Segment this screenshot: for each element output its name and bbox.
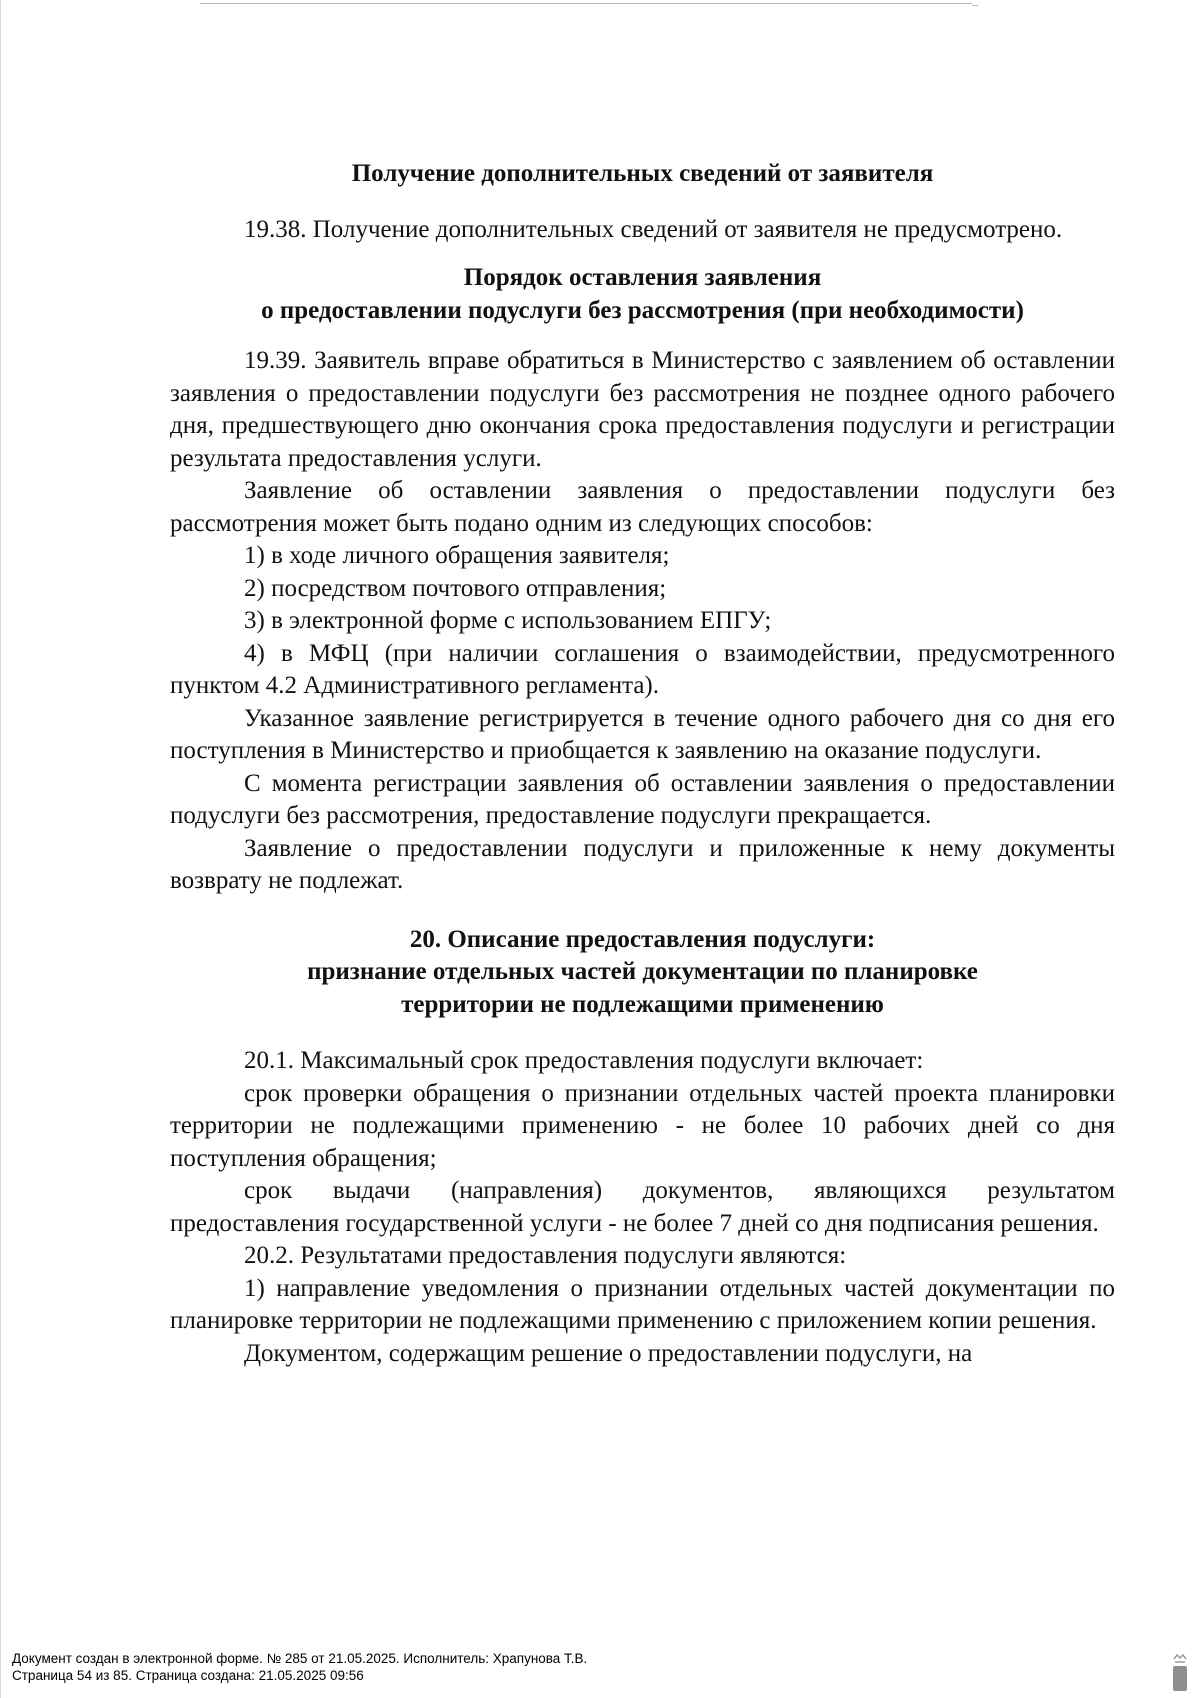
- paragraph-review-term: срок проверки обращения о признании отдельных частей проекта планировки территории не подлежащими применению - не более 10 рабочих дней со дня поступления обращения;: [170, 1079, 1115, 1172]
- paragraph-20-1: 20.1. Максимальный срок предоставления подуслуги включает:: [244, 1047, 924, 1074]
- top-scan-rule-end: [972, 5, 978, 6]
- paragraph-no-return: Заявление о предоставлении подуслуги и приложенные к нему документы возврату не подлежат.: [170, 834, 1115, 894]
- heading-line: Порядок оставления заявления: [463, 264, 822, 291]
- paragraph-19-38: 19.38. Получение дополнительных сведений от заявителя не предусмотрено.: [244, 215, 1063, 243]
- document-footer: [12, 1650, 587, 1684]
- top-scan-rule: [200, 3, 972, 4]
- paragraph-submission-methods: Заявление об оставлении заявления о предоставлении подуслуги без рассмотрения может быть подано одним из следующих способов:: [170, 477, 1115, 537]
- document-page: [170, 158, 1115, 1370]
- list-item: 2) посредством почтового отправления;: [244, 574, 667, 602]
- paragraph-registration: Указанное заявление регистрируется в течение одного рабочего дня со дня его поступления в Министерство и приобщается к заявлению на оказание подуслуги.: [170, 704, 1115, 764]
- paragraph-20-2: 20.2. Результатами предоставления подуслуги являются:: [244, 1242, 847, 1269]
- section-heading-20: [170, 924, 1115, 1022]
- section-heading-additional-info: Получение дополнительных сведений от заявителя: [351, 160, 934, 187]
- heading-line: признание отдельных частей документации по планировке: [307, 958, 978, 985]
- paragraph-termination: С момента регистрации заявления об оставлении заявления о предоставлении подуслуги без рассмотрения, предоставление подуслуги прекращается.: [170, 769, 1115, 829]
- heading-line: 20. Описание предоставления подуслуги:: [409, 925, 876, 953]
- list-item: 4) в МФЦ (при наличии соглашения о взаимодействии, предусмотренного пунктом 4.2 Административного регламента).: [170, 639, 1115, 699]
- heading-line: о предоставлении подуслуги без рассмотрения (при необходимости): [261, 296, 1024, 324]
- footer-doc-info: Документ создан в электронной форме. № 285 от 21.05.2025. Исполнитель: Храпунова Т.В.: [12, 1651, 588, 1666]
- heading-line: территории не подлежащими применению: [401, 990, 884, 1018]
- paragraph-19-39: 19.39. Заявитель вправе обратиться в Министерство с заявлением об оставлении заявления о предоставлении подуслуги без рассмотрения не позднее одного рабочего дня, предшествующего дню окончания срока предоставления подуслуги и регистрации результата предоставления услуги.: [170, 347, 1115, 472]
- emblem-stamp-icon: [1170, 1653, 1190, 1693]
- paragraph-issue-term: срок выдачи (направления) документов, являющихся результатом предоставления государственной услуги - не более 7 дней со дня подписания решения.: [170, 1177, 1115, 1237]
- list-item: 1) в ходе личного обращения заявителя;: [244, 542, 670, 569]
- list-item: 1) направление уведомления о признании отдельных частей документации по планировке территории не подлежащими применению с приложением копии решения.: [170, 1274, 1115, 1334]
- page-left-edge: [0, 0, 1, 1698]
- paragraph-decision-document: Документом, содержащим решение о предоставлении подуслуги, на: [244, 1339, 973, 1367]
- list-item: 3) в электронной форме с использованием ЕПГУ;: [244, 607, 772, 634]
- section-heading-leave-without-review: [170, 262, 1115, 327]
- footer-page-info: Страница 54 из 85. Страница создана: 21.05.2025 09:56: [12, 1668, 364, 1683]
